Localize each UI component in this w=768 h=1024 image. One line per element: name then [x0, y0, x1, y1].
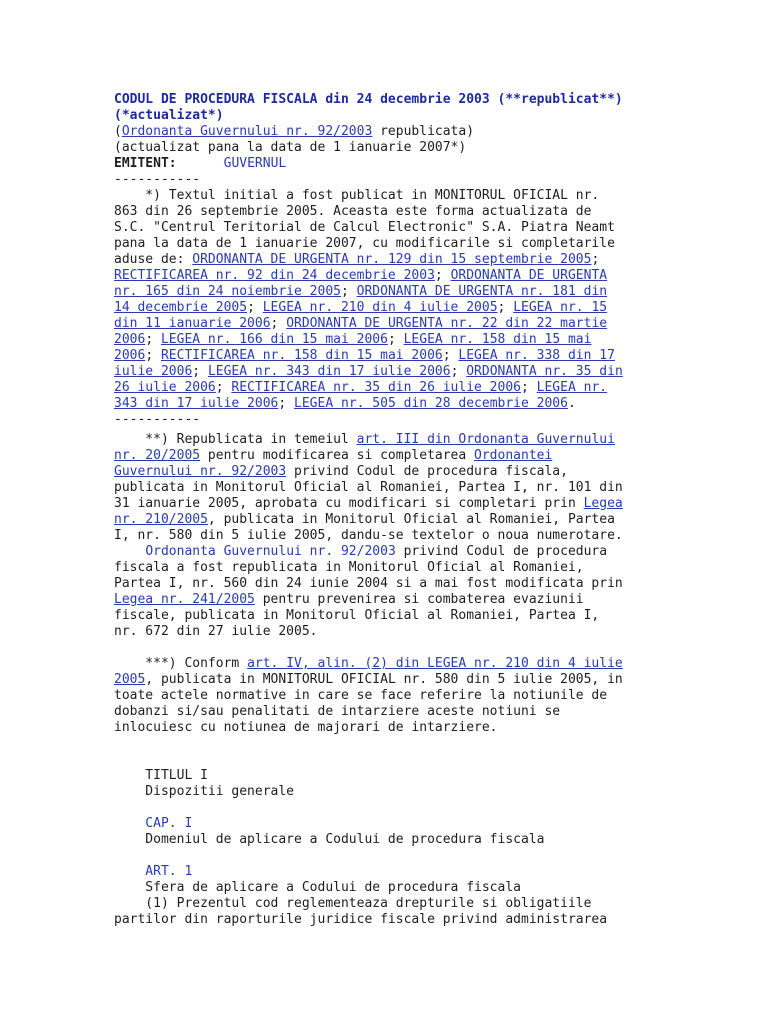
- note1-line: *) Textul initial a fost publicat in MONITORUL OFICIAL nr.: [114, 188, 600, 203]
- title-name: Dispozitii generale: [114, 784, 295, 799]
- law-link[interactable]: LEGEA nr. 166 din 15 mai 2006: [160, 332, 388, 347]
- title-heading: TITLUL I: [114, 768, 208, 783]
- article-name: Sfera de aplicare a Codului de procedura fiscala: [114, 880, 521, 895]
- law-link[interactable]: LEGEA nr. 15: [513, 300, 608, 315]
- text: ;: [215, 380, 232, 395]
- law-link[interactable]: 26 iulie 2006: [114, 380, 216, 395]
- text: ***) Conform: [114, 656, 248, 671]
- note1-line: [114, 268, 607, 284]
- note2-line: fiscala a fost republicata in Monitorul Oficial al Romaniei,: [114, 560, 584, 575]
- text: ;: [591, 252, 600, 267]
- law-link[interactable]: LEGEA nr. 158 din 15 mai: [403, 332, 592, 347]
- note1-line: S.C. "Centrul Teritorial de Calcul Electronic" S.A. Piatra Neamt: [114, 220, 615, 235]
- law-link[interactable]: art. III din Ordonanta Guvernului: [356, 432, 615, 447]
- note1-line: [114, 332, 591, 348]
- law-link[interactable]: ORDONANTA DE URGENTA nr. 22 din 22 martie: [286, 316, 608, 331]
- text: ;: [247, 300, 263, 315]
- law-link[interactable]: LEGEA nr. 338 din 17: [458, 348, 615, 363]
- law-link[interactable]: Legea nr. 241/2005: [114, 592, 255, 607]
- note1-line: [114, 380, 607, 396]
- document-title: CODUL DE PROCEDURA FISCALA din 24 decembrie 2003 (**republicat**): [114, 92, 623, 107]
- law-link[interactable]: art. IV, alin. (2) din LEGEA nr. 210 din 4 iulie: [247, 656, 623, 671]
- law-link[interactable]: 343 din 17 iulie 2006: [114, 396, 279, 411]
- text: 31 ianuarie 2005, aprobata cu modificari si completari prin: [114, 496, 584, 511]
- law-link[interactable]: Ordonanta Guvernului nr. 92/2003: [145, 544, 396, 559]
- separator: -----------: [114, 412, 201, 427]
- law-link[interactable]: Ordonantei: [474, 448, 553, 463]
- chapter-name: Domeniul de aplicare a Codului de procedura fiscala: [114, 832, 545, 847]
- text: ;: [340, 284, 357, 299]
- law-link[interactable]: Guvernului nr. 92/2003: [114, 464, 287, 479]
- law-link[interactable]: ORDONANTA DE URGENTA nr. 129 din 15 septembrie 2005: [192, 252, 592, 267]
- text: , publicata in MONITORUL OFICIAL nr. 580 din 5 iulie 2005, in: [145, 672, 623, 687]
- text: ;: [145, 332, 161, 347]
- note3-line: dobanzi si/sau penalitati de intarziere aceste notiuni se: [114, 704, 561, 719]
- note2-line: [114, 592, 584, 608]
- text: pentru modificarea si completarea: [200, 448, 475, 463]
- document-title-status: (*actualizat*): [114, 108, 224, 123]
- law-link[interactable]: nr. 20/2005: [114, 448, 201, 463]
- ordonanta-line: [114, 124, 474, 140]
- separator: -----------: [114, 172, 201, 187]
- text: privind Codul de procedura: [395, 544, 608, 559]
- law-link[interactable]: ORDONANTA DE URGENTA nr. 181 din: [356, 284, 608, 299]
- note2-line: [114, 464, 568, 480]
- law-link[interactable]: ORDONANTA nr. 35 din: [466, 364, 623, 379]
- law-link[interactable]: nr. 165 din 24 noiembrie 2005: [114, 284, 341, 299]
- note2-line: [114, 448, 552, 464]
- text: **) Republicata in temeiul: [114, 432, 357, 447]
- chapter-heading: CAP. I: [114, 816, 193, 831]
- text: ;: [192, 364, 208, 379]
- text: ;: [442, 348, 459, 363]
- emitent-label: EMITENT:: [114, 156, 177, 171]
- text: ;: [387, 332, 404, 347]
- paragraph-line: (1) Prezentul cod reglementeaza drepturile si obligatiile: [114, 896, 592, 911]
- law-link[interactable]: 14 decembrie 2005: [114, 300, 248, 315]
- ordonanta-link[interactable]: Ordonanta Guvernului nr. 92/2003: [121, 124, 373, 139]
- law-link[interactable]: LEGEA nr. 343 din 17 iulie 2006: [207, 364, 451, 379]
- text: [114, 544, 145, 559]
- note1-line: [114, 284, 607, 300]
- note2-line: fiscale, publicata in Monitorul Oficial al Romaniei, Partea I,: [114, 608, 600, 623]
- text: ;: [434, 268, 451, 283]
- text: ;: [278, 396, 295, 411]
- text: ;: [270, 316, 287, 331]
- note2-line: Partea I, nr. 560 din 24 iunie 2004 si a mai fost modificata prin: [114, 576, 623, 591]
- text: ;: [450, 364, 467, 379]
- law-link[interactable]: iulie 2006: [114, 364, 193, 379]
- emitent-value: GUVERNUL: [223, 156, 287, 171]
- text: aduse de:: [114, 252, 193, 267]
- text: (: [114, 124, 122, 139]
- text: .: [567, 396, 576, 411]
- law-link[interactable]: din 11 ianuarie 2006: [114, 316, 271, 331]
- note2-line: [114, 496, 623, 512]
- emitent-line: [114, 156, 286, 172]
- note3-line: toate actele normative in care se face referire la notiunile de: [114, 688, 608, 703]
- law-link[interactable]: Legea: [583, 496, 623, 511]
- law-link[interactable]: LEGEA nr.: [536, 380, 608, 395]
- note2-line: publicata in Monitorul Oficial al Romaniei, Partea I, nr. 101 din: [114, 480, 623, 495]
- text: ;: [521, 380, 537, 395]
- law-link[interactable]: nr. 210/2005: [114, 512, 208, 527]
- note1-line: [114, 364, 623, 380]
- text: ;: [497, 300, 514, 315]
- law-link[interactable]: RECTIFICAREA nr. 92 din 24 decembrie 2003: [114, 268, 435, 283]
- note3-line: [114, 656, 623, 672]
- law-link[interactable]: 2006: [114, 348, 146, 363]
- note2-line: [114, 512, 615, 528]
- actualizat-line: (actualizat pana la data de 1 ianuarie 2007*): [114, 140, 467, 155]
- law-link[interactable]: RECTIFICAREA nr. 35 din 26 iulie 2006: [231, 380, 521, 395]
- text: ;: [145, 348, 161, 363]
- law-link[interactable]: ORDONANTA DE URGENTA: [450, 268, 608, 283]
- text: republicata): [372, 124, 475, 139]
- note2-line: [114, 544, 607, 560]
- law-link[interactable]: 2006: [114, 332, 146, 347]
- law-link[interactable]: LEGEA nr. 505 din 28 decembrie 2006: [294, 396, 568, 411]
- text: , publicata in Monitorul Oficial al Romaniei, Partea: [207, 512, 615, 527]
- article-heading: ART. 1: [114, 864, 193, 879]
- law-link[interactable]: RECTIFICAREA nr. 158 din 15 mai 2006: [160, 348, 443, 363]
- note3-line: inlocuiesc cu notiunea de majorari de intarziere.: [114, 720, 498, 735]
- note1-line: [114, 300, 607, 316]
- text: pentru prevenirea si combaterea evaziunii: [254, 592, 584, 607]
- note1-line: 863 din 26 septembrie 2005. Aceasta este forma actualizata de: [114, 204, 592, 219]
- note2-line: [114, 432, 615, 448]
- note1-line: [114, 396, 576, 412]
- text: privind Codul de procedura fiscala,: [286, 464, 568, 479]
- law-link[interactable]: 2005: [114, 672, 146, 687]
- note1-line: [114, 348, 615, 364]
- note1-line: [114, 252, 599, 268]
- note3-line: [114, 672, 623, 688]
- note2-line: I, nr. 580 din 5 iulie 2005, dandu-se textelor o noua numerotare.: [114, 528, 623, 543]
- paragraph-line: partilor din raporturile juridice fiscale privind administrarea: [114, 912, 608, 927]
- note1-line: [114, 316, 607, 332]
- note1-line: pana la data de 1 ianuarie 2007, cu modificarile si completarile: [114, 236, 615, 251]
- law-link[interactable]: LEGEA nr. 210 din 4 iulie 2005: [262, 300, 498, 315]
- note2-line: nr. 672 din 27 iulie 2005.: [114, 624, 318, 639]
